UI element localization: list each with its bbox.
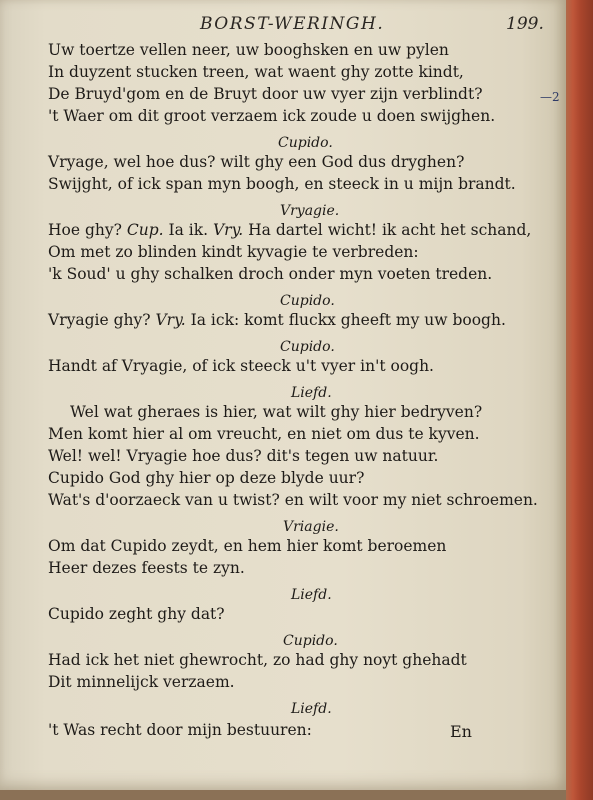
verse-line: 'k Soud' u ghy schalken droch onder myn voeten treden. <box>48 265 493 283</box>
verse-line: Swijght, of ick span myn boogh, en steeck in u mijn brandt. <box>48 175 516 193</box>
catchword: En <box>450 722 472 741</box>
verse-fragment: Hoe ghy? <box>48 221 127 239</box>
verse-line: Om dat Cupido zeydt, en hem hier komt beroemen <box>48 537 447 555</box>
page-bottom-strip <box>0 790 566 800</box>
speaker-label: Vryagie. <box>280 203 340 219</box>
speaker-abbrev: Cup. <box>126 221 164 239</box>
verse-line: Wel wat gheraes is hier, wat wilt ghy hier bedryven? <box>70 403 483 421</box>
verse-line <box>48 220 531 240</box>
speaker-label: Vriagie. <box>283 519 339 535</box>
running-head: BORST-WERINGH. <box>200 14 385 34</box>
verse-line: Dit minnelijck verzaem. <box>48 673 235 691</box>
speaker-label: Liefd. <box>291 587 332 603</box>
verse-fragment: Ia ik. <box>163 221 213 239</box>
verse-line: Had ick het niet ghewrocht, zo had ghy noyt ghehadt <box>48 651 467 669</box>
page-number: 199. <box>506 14 544 34</box>
speaker-abbrev: Vry. <box>155 311 186 329</box>
verse-line: Cupido zeght ghy dat? <box>48 605 225 623</box>
verse-line: Om met zo blinden kindt kyvagie te verbreden: <box>48 243 419 261</box>
verse-line: 't Waer om dit groot verzaem ick zoude u doen swijghen. <box>48 107 496 125</box>
verse-line: Handt af Vryagie, of ick steeck u't vyer in't oogh. <box>48 357 434 375</box>
margin-note: —2 <box>540 90 560 104</box>
verse-line: De Bruyd'gom en de Bruyt door uw vyer zijn verblindt? <box>48 85 483 103</box>
speaker-label: Cupido. <box>280 293 335 309</box>
verse-fragment: Ia ick: komt fluckx gheeft my uw boogh. <box>185 311 506 329</box>
speaker-label: Liefd. <box>291 385 332 401</box>
verse-line: Cupido God ghy hier op deze blyde uur? <box>48 469 365 487</box>
page-header <box>0 14 566 36</box>
verse-line: Vryage, wel hoe dus? wilt ghy een God dus dryghen? <box>48 153 465 171</box>
verse-line: Men komt hier al om vreucht, en niet om dus te kyven. <box>48 425 480 443</box>
book-edge <box>566 0 593 800</box>
verse-line: Heer dezes feests te zyn. <box>48 559 245 577</box>
verse-line: 't Was recht door mijn bestuuren: <box>48 721 312 739</box>
speaker-label: Cupido. <box>280 339 335 355</box>
speaker-label: Cupido. <box>283 633 338 649</box>
verse-line: In duyzent stucken treen, wat waent ghy zotte kindt, <box>48 63 464 81</box>
verse-line: Wat's d'oorzaeck van u twist? en wilt voor my niet schroemen. <box>48 491 538 509</box>
speaker-label: Cupido. <box>278 135 333 151</box>
verse-line <box>48 310 506 330</box>
verse-fragment: Ha dartel wicht! ik acht het schand, <box>243 221 532 239</box>
speaker-abbrev: Vry. <box>212 221 244 239</box>
verse-line: Uw toertze vellen neer, uw booghsken en uw pylen <box>48 41 449 59</box>
speaker-label: Liefd. <box>291 701 332 717</box>
verse-fragment: Vryagie ghy? <box>48 311 156 329</box>
verse-line: Wel! wel! Vryagie hoe dus? dit's tegen uw natuur. <box>48 447 439 465</box>
